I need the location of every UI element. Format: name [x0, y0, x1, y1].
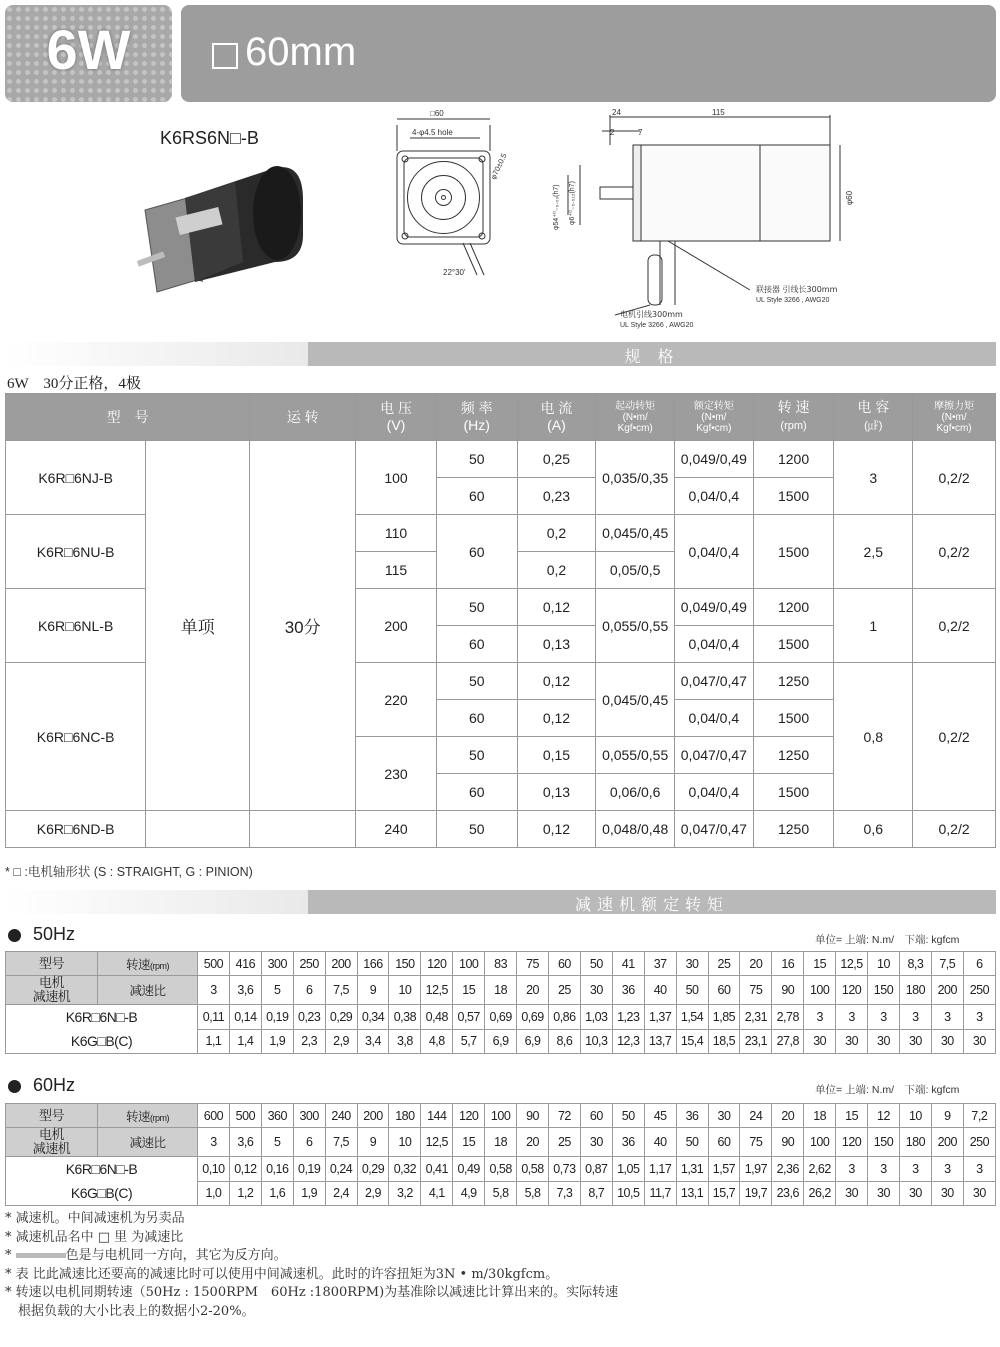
table-row: K6R□6NU-B 110 60 0,2 0,045/0,45 0,04/0,4 1500 2,5 0,2/2: [6, 515, 996, 552]
frame-size-label: 60mm: [245, 30, 357, 74]
speed-cell: 12,5: [836, 952, 868, 976]
torque-nm-cell: 3: [931, 1157, 963, 1182]
speed-cell: 100: [485, 1104, 517, 1128]
ratio-cell: 100: [804, 1128, 836, 1157]
torque-kgf-cell: 30: [963, 1029, 995, 1054]
torque-kgf-cell: 15,7: [708, 1181, 740, 1206]
torque-nm-cell: 3: [836, 1157, 868, 1182]
torque-kgf-cell: 23,1: [740, 1029, 772, 1054]
ratio-cell: 50: [676, 1128, 708, 1157]
torque-nm-cell: 3: [899, 1005, 931, 1030]
ratio-cell: 5: [261, 976, 293, 1005]
speed-cell: 30: [708, 1104, 740, 1128]
ratio-cell: 7,5: [325, 1128, 357, 1157]
speed-row: [6, 952, 996, 976]
torque-kgf-cell: 5,7: [453, 1029, 485, 1054]
table-row: K6R□6NJ-B 单项 30分 100 50 0,25 0,035/0,35 0,049/0,49 1200 3 0,2/2: [6, 441, 996, 478]
ratio-cell: 100: [804, 976, 836, 1005]
torque-nm-cell: 0,41: [421, 1157, 453, 1182]
label-model: 型号: [6, 952, 98, 976]
ratio-cell: 3,6: [229, 976, 261, 1005]
torque-nm-cell: 1,57: [708, 1157, 740, 1182]
hz60-title: 60Hz: [8, 1075, 75, 1096]
note-3: * 色是与电机同一方向，其它为反方向。: [5, 1248, 287, 1264]
model-cell: K6R□6N□-B K6G□B(C): [6, 1005, 198, 1054]
table-row: K6R□6NC-B 220 50 0,12 0,045/0,45 0,047/0,47 1250 0,8 0,2/2: [6, 663, 996, 700]
speed-cell: 300: [293, 1104, 325, 1128]
torque-nm-cell: 3: [963, 1005, 995, 1030]
speed-cell: 50: [612, 1104, 644, 1128]
label-ratio: 减速比: [98, 976, 198, 1005]
torque-nm-cell: 3: [899, 1157, 931, 1182]
ratio-cell: 25: [548, 976, 580, 1005]
square-symbol-icon: [212, 43, 238, 69]
speed-cell: 30: [676, 952, 708, 976]
speed-cell: 100: [453, 952, 485, 976]
label-motor-reducer: 电机 减速机: [6, 976, 98, 1005]
ratio-cell: 120: [836, 976, 868, 1005]
torque-nm-cell: 0,19: [293, 1157, 325, 1182]
torque-nm-cell: 3: [836, 1005, 868, 1030]
front-pcd-dim: φ70±0.5: [488, 151, 509, 181]
speed-cell: 15: [836, 1104, 868, 1128]
ratio-cell: 60: [708, 976, 740, 1005]
ratio-cell: 3: [198, 976, 230, 1005]
note-2: * 减速机品名中 □ 里 为减速比: [5, 1229, 184, 1245]
reducer-section-bar: [5, 890, 996, 914]
torque-kgf-cell: 4,9: [453, 1181, 485, 1206]
speed-cell: 20: [772, 1104, 804, 1128]
torque-nm-cell: 1,23: [612, 1005, 644, 1030]
note-4: * 表 比此减速比还要高的减速比时可以使用中间减速机。此时的许容扭矩为3N • m/30kgfcm。: [5, 1266, 559, 1282]
ratio-cell: 5: [261, 1128, 293, 1157]
torque-kgf-cell: 4,1: [421, 1181, 453, 1206]
torque-kgf-cell: 30: [836, 1029, 868, 1054]
ratio-cell: 20: [517, 976, 549, 1005]
torque-nm-cell: 3: [963, 1157, 995, 1182]
footnotes: [5, 1210, 618, 1322]
ratio-cell: 60: [708, 1128, 740, 1157]
torque-kgf-cell: 10,5: [612, 1181, 644, 1206]
speed-cell: 72: [548, 1104, 580, 1128]
torque-nm-cell: 0,49: [453, 1157, 485, 1182]
ratio-cell: 180: [899, 976, 931, 1005]
ratio-cell: 75: [740, 1128, 772, 1157]
torque-kgf-cell: 12,3: [612, 1029, 644, 1054]
reducer-50hz-table: [5, 951, 996, 1054]
ratio-cell: 75: [740, 976, 772, 1005]
torque-nm-cell: 1,37: [644, 1005, 676, 1030]
torque-nm-cell: 0,24: [325, 1157, 357, 1182]
ratio-cell: 250: [963, 1128, 995, 1157]
speed-cell: 12: [868, 1104, 900, 1128]
torque-kgf-cell: 30: [868, 1029, 900, 1054]
torque-nm-cell: 0,58: [517, 1157, 549, 1182]
front-angle-dim: 22°30': [443, 268, 466, 277]
torque-nm-cell: 0,34: [357, 1005, 389, 1030]
speed-cell: 41: [612, 952, 644, 976]
speed-cell: 90: [517, 1104, 549, 1128]
speed-cell: 60: [548, 952, 580, 976]
torque-kgf-cell: 5,8: [517, 1181, 549, 1206]
ratio-cell: 250: [963, 976, 995, 1005]
table-row: 230 50 0,15 0,055/0,55 0,047/0,47 1250: [6, 737, 996, 774]
speed-cell: 37: [644, 952, 676, 976]
ratio-cell: 3,6: [229, 1128, 261, 1157]
speed-cell: 50: [580, 952, 612, 976]
ratio-cell: 18: [485, 1128, 517, 1157]
frame-header: [181, 5, 996, 102]
torque-nm-cell: 3: [931, 1005, 963, 1030]
label-speed: 转速(rpm): [98, 1104, 198, 1128]
speed-cell: 9: [931, 1104, 963, 1128]
torque-nm-cell: 3: [804, 1005, 836, 1030]
torque-nm-cell: 0,58: [485, 1157, 517, 1182]
label-model: 型号: [6, 1104, 98, 1128]
connector-label: 联接器 引线长300mm: [756, 285, 838, 294]
th-start-torque: 起动转矩 (N•m/ Kgf•cm): [596, 394, 675, 441]
ratio-cell: 18: [485, 976, 517, 1005]
ratio-cell: 30: [580, 976, 612, 1005]
speed-cell: 240: [325, 1104, 357, 1128]
torque-nm-cell: 0,38: [389, 1005, 421, 1030]
ratio-cell: 200: [931, 976, 963, 1005]
ratio-cell: 30: [580, 1128, 612, 1157]
hz50-unit: 单位= 上端: N.m/ 下端: kgfcm: [815, 934, 960, 946]
torque-kgf-cell: 26,2: [804, 1181, 836, 1206]
product-model-label: K6RS6N□-B: [160, 128, 259, 148]
torque-nm-cell: 0,23: [293, 1005, 325, 1030]
motor-photo: [125, 150, 325, 310]
bullet-icon: [8, 1080, 21, 1093]
torque-kgf-cell: 8,7: [580, 1181, 612, 1206]
torque-kgf-cell: 30: [931, 1029, 963, 1054]
spec-subtitle: 6W 30分正格，4极: [7, 376, 141, 392]
table-row: 60 0,23 0,04/0,4 1500: [6, 478, 996, 515]
model-cell: K6R□6N□-B K6G□B(C): [6, 1157, 198, 1206]
torque-kgf-cell: 1,9: [261, 1029, 293, 1054]
ratio-cell: 10: [389, 1128, 421, 1157]
torque-kgf-cell: 30: [836, 1181, 868, 1206]
ratio-cell: 20: [517, 1128, 549, 1157]
speed-cell: 75: [517, 952, 549, 976]
torque-kgf-cell: 1,1: [198, 1029, 230, 1054]
ratio-cell: 9: [357, 1128, 389, 1157]
note-6: 根据负载的大小比表上的数据小2-20%。: [5, 1303, 255, 1319]
motor-lead-label: 电机引线300mm: [620, 310, 683, 319]
ratio-cell: 6: [293, 1128, 325, 1157]
torque-nm-cell: 3: [868, 1157, 900, 1182]
torque-kgf-cell: 1,6: [261, 1181, 293, 1206]
connector-spec: UL Style 3266 , AWG20: [756, 297, 830, 304]
torque-nm-cell: 0,29: [325, 1005, 357, 1030]
th-capacitor: 电 容 (㎌): [834, 394, 913, 441]
speed-cell: 24: [740, 1104, 772, 1128]
bullet-icon: [8, 929, 21, 942]
th-speed: 转 速 (rpm): [753, 394, 834, 441]
label-motor-reducer: 电机 减速机: [6, 1128, 98, 1157]
th-rated-torque: 额定转矩 (N•m/ Kgf•cm): [675, 394, 754, 441]
torque-kgf-cell: 30: [804, 1029, 836, 1054]
ratio-cell: 12,5: [421, 976, 453, 1005]
ratio-row: [6, 1128, 996, 1157]
side-dim-115: 115: [712, 108, 725, 117]
torque-nm-cell: 1,97: [740, 1157, 772, 1182]
torque-kgf-cell: 3,2: [389, 1181, 421, 1206]
torque-kgf-cell: 1,4: [229, 1029, 261, 1054]
speed-cell: 8,3: [899, 952, 931, 976]
torque-nm-cell: 1,05: [612, 1157, 644, 1182]
ratio-cell: 40: [644, 976, 676, 1005]
torque-nm-cell: 0,86: [548, 1005, 580, 1030]
torque-nm-cell: 1,17: [644, 1157, 676, 1182]
side-dim-24: 24: [612, 108, 621, 117]
torque-nm-cell: 0,16: [261, 1157, 293, 1182]
ratio-cell: 12,5: [421, 1128, 453, 1157]
torque-nm-cell: 0,69: [485, 1005, 517, 1030]
ratio-cell: 15: [453, 976, 485, 1005]
speed-cell: 120: [421, 952, 453, 976]
torque-kgf-cell: 15,4: [676, 1029, 708, 1054]
torque-kgf-cell: 13,1: [676, 1181, 708, 1206]
speed-cell: 20: [740, 952, 772, 976]
th-operation: 运 转: [250, 394, 356, 441]
speed-cell: 200: [357, 1104, 389, 1128]
torque-nm-cell: 0,73: [548, 1157, 580, 1182]
torque-kgf-cell: 30: [931, 1181, 963, 1206]
torque-nm-cell: 0,14: [229, 1005, 261, 1030]
torque-nm-cell: 2,62: [804, 1157, 836, 1182]
speed-cell: 25: [708, 952, 740, 976]
spec-table: [5, 393, 996, 848]
torque-kgf-cell: 10,3: [580, 1029, 612, 1054]
torque-kgf-cell: 1,2: [229, 1181, 261, 1206]
th-frequency: 频 率 (Hz): [436, 394, 517, 441]
torque-kgf-cell: 6,9: [517, 1029, 549, 1054]
torque-kgf-cell: 18,5: [708, 1029, 740, 1054]
ratio-cell: 90: [772, 976, 804, 1005]
speed-cell: 150: [389, 952, 421, 976]
torque-nm-cell: 1,31: [676, 1157, 708, 1182]
spec-section-bar: [5, 342, 996, 366]
hz50-title: 50Hz: [8, 924, 75, 945]
table-row: K6R□6NL-B 200 50 0,12 0,055/0,55 0,049/0,49 1200 1 0,2/2: [6, 589, 996, 626]
reducer-section-title: 减速机额定转矩: [574, 895, 729, 914]
speed-cell: 15: [804, 952, 836, 976]
side-dia-60: φ60: [845, 190, 854, 205]
ratio-cell: 150: [868, 1128, 900, 1157]
side-view-drawing: [540, 105, 870, 335]
speed-cell: 10: [899, 1104, 931, 1128]
ratio-cell: 6: [293, 976, 325, 1005]
torque-kgf-cell: 8,6: [548, 1029, 580, 1054]
torque-nm-cell: 0,57: [453, 1005, 485, 1030]
torque-nm-cell: 0,10: [198, 1157, 230, 1182]
note-1: * 减速机。中间减速机为另卖品: [5, 1211, 185, 1226]
table-row: 60 0,13 0,04/0,4 1500: [6, 626, 996, 663]
torque-kgf-cell: 7,3: [548, 1181, 580, 1206]
speed-cell: 120: [453, 1104, 485, 1128]
power-label: 6W: [46, 18, 131, 81]
speed-cell: 60: [580, 1104, 612, 1128]
ratio-cell: 40: [644, 1128, 676, 1157]
speed-cell: 18: [804, 1104, 836, 1128]
side-dia-6: φ6⁺⁰₋₀.₀₁₂(h7): [569, 181, 576, 225]
ratio-cell: 36: [612, 1128, 644, 1157]
th-voltage: 电 压 (V): [356, 394, 437, 441]
torque-nm-cell: 1,03: [580, 1005, 612, 1030]
ratio-cell: 3: [198, 1128, 230, 1157]
th-model: 型 号: [6, 394, 250, 441]
speed-row: [6, 1104, 996, 1128]
torque-nm-cell: 0,48: [421, 1005, 453, 1030]
th-current: 电 流 (A): [517, 394, 596, 441]
table-row: 60 0,13 0,06/0,6 0,04/0,4 1500: [6, 774, 996, 811]
torque-kgf-cell: 30: [899, 1181, 931, 1206]
torque-kgf-cell: 3,8: [389, 1029, 421, 1054]
table-row: 60 0,12 0,04/0,4 1500: [6, 700, 996, 737]
speed-cell: 144: [421, 1104, 453, 1128]
torque-kgf-cell: 1,9: [293, 1181, 325, 1206]
ratio-cell: 36: [612, 976, 644, 1005]
torque-nm-cell: 0,12: [229, 1157, 261, 1182]
ratio-cell: 120: [836, 1128, 868, 1157]
torque-kgf-cell: 6,9: [485, 1029, 517, 1054]
torque-nm-cell: 0,69: [517, 1005, 549, 1030]
speed-cell: 83: [485, 952, 517, 976]
ratio-row: [6, 976, 996, 1005]
speed-cell: 180: [389, 1104, 421, 1128]
torque-kgf-cell: 19,7: [740, 1181, 772, 1206]
spec-note: * □ :电机轴形状 (S : STRAIGHT, G : PINION): [5, 865, 253, 879]
speed-cell: 7,5: [931, 952, 963, 976]
torque-kgf-cell: 2,3: [293, 1029, 325, 1054]
side-dim-2: 2: [610, 128, 615, 137]
speed-cell: 250: [293, 952, 325, 976]
torque-nm-cell: 2,78: [772, 1005, 804, 1030]
speed-cell: 416: [229, 952, 261, 976]
ratio-cell: 150: [868, 976, 900, 1005]
ratio-cell: 200: [931, 1128, 963, 1157]
torque-nm-cell: 3: [868, 1005, 900, 1030]
torque-nm-cell: 0,32: [389, 1157, 421, 1182]
spec-section-title: 规 格: [624, 347, 680, 366]
torque-nm-cell: 2,31: [740, 1005, 772, 1030]
color-bar-icon: [16, 1253, 66, 1258]
speed-cell: 300: [261, 952, 293, 976]
phase-cell: 单项: [146, 441, 250, 811]
torque-kgf-cell: 5,8: [485, 1181, 517, 1206]
speed-cell: 6: [963, 952, 995, 976]
torque-kgf-cell: 27,8: [772, 1029, 804, 1054]
torque-nm-row: [6, 1157, 996, 1182]
speed-cell: 200: [325, 952, 357, 976]
reducer-60hz-table: [5, 1103, 996, 1206]
side-dim-7: 7: [638, 128, 643, 137]
speed-cell: 600: [198, 1104, 230, 1128]
table-row: 115 0,2 0,05/0,5: [6, 552, 996, 589]
torque-nm-cell: 0,29: [357, 1157, 389, 1182]
speed-cell: 36: [676, 1104, 708, 1128]
torque-kgf-cell: 30: [868, 1181, 900, 1206]
torque-kgf-cell: 30: [963, 1181, 995, 1206]
speed-cell: 10: [868, 952, 900, 976]
ratio-cell: 180: [899, 1128, 931, 1157]
torque-nm-cell: 0,87: [580, 1157, 612, 1182]
torque-nm-cell: 1,85: [708, 1005, 740, 1030]
label-ratio: 减速比: [98, 1128, 198, 1157]
speed-cell: 166: [357, 952, 389, 976]
torque-nm-row: [6, 1005, 996, 1030]
side-dia-54: φ54⁺⁰₋₀.₀₃(h7): [553, 184, 560, 230]
operation-cell: 30分: [250, 441, 356, 811]
torque-nm-cell: 0,19: [261, 1005, 293, 1030]
torque-kgf-cell: 2,4: [325, 1181, 357, 1206]
front-square-dim: □60: [430, 109, 444, 118]
front-holes-dim: 4-φ4.5 hole: [412, 128, 453, 137]
ratio-cell: 7,5: [325, 976, 357, 1005]
hz60-unit: 单位= 上端: N.m/ 下端: kgfcm: [815, 1084, 960, 1096]
ratio-cell: 15: [453, 1128, 485, 1157]
torque-kgf-cell: 30: [899, 1029, 931, 1054]
ratio-cell: 10: [389, 976, 421, 1005]
ratio-cell: 50: [676, 976, 708, 1005]
torque-kgf-cell: 13,7: [644, 1029, 676, 1054]
table-row: K6R□6ND-B 240 50 0,12 0,048/0,48 0,047/0,47 1250 0,6 0,2/2: [6, 811, 996, 848]
th-friction-torque: 摩擦力矩 (N•m/ Kgf•cm): [913, 394, 996, 441]
label-speed: 转速(rpm): [98, 952, 198, 976]
ratio-cell: 9: [357, 976, 389, 1005]
speed-cell: 7,2: [963, 1104, 995, 1128]
note-5: * 转速以电机同期转速（50Hz : 1500RPM 60Hz :1800RPM)为基准除以减速比计算出来的。实际转速: [5, 1285, 619, 1301]
power-badge: [5, 5, 172, 102]
speed-cell: 500: [198, 952, 230, 976]
torque-nm-cell: 0,11: [198, 1005, 230, 1030]
torque-kgf-cell: 1,0: [198, 1181, 230, 1206]
ratio-cell: 25: [548, 1128, 580, 1157]
torque-kgf-cell: 2,9: [357, 1181, 389, 1206]
speed-cell: 360: [261, 1104, 293, 1128]
torque-nm-cell: 1,54: [676, 1005, 708, 1030]
front-view-drawing: [385, 105, 515, 285]
torque-kgf-cell: 3,4: [357, 1029, 389, 1054]
speed-cell: 500: [229, 1104, 261, 1128]
motor-lead-spec: UL Style 3266 , AWG20: [620, 322, 694, 329]
speed-cell: 45: [644, 1104, 676, 1128]
ratio-cell: 90: [772, 1128, 804, 1157]
torque-kgf-cell: 4,8: [421, 1029, 453, 1054]
speed-cell: 16: [772, 952, 804, 976]
torque-kgf-cell: 2,9: [325, 1029, 357, 1054]
torque-kgf-cell: 11,7: [644, 1181, 676, 1206]
torque-nm-cell: 2,36: [772, 1157, 804, 1182]
torque-kgf-cell: 23,6: [772, 1181, 804, 1206]
